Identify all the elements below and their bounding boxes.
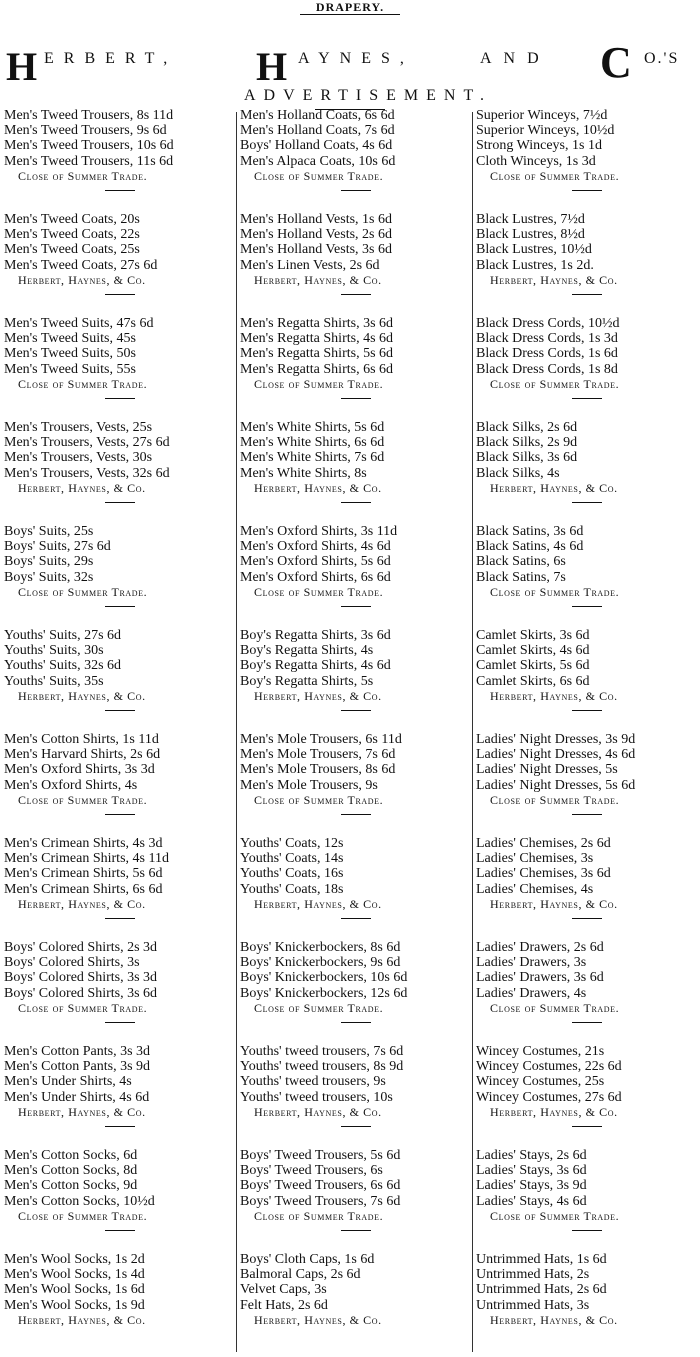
price-line: Men's Oxford Shirts, 6s 6d [240, 569, 391, 585]
price-line: Ladies' Stays, 4s 6d [476, 1193, 587, 1209]
price-line: Boys' Knickerbockers, 9s 6d [240, 955, 401, 971]
title-initial-h1: H [6, 44, 38, 89]
block-footer: Close of Summer Trade. [254, 584, 384, 599]
block-separator [341, 190, 371, 191]
advertisement-header [0, 0, 700, 110]
price-block [4, 940, 236, 1044]
block-footer: Close of Summer Trade. [18, 1000, 148, 1015]
price-line: Black Satins, 4s 6d [476, 539, 584, 555]
price-line: Black Silks, 2s 6d [476, 420, 578, 435]
price-line: Men's Cotton Socks, 8d [4, 1163, 138, 1179]
price-line: Youths' tweed trousers, 8s 9d [240, 1059, 404, 1075]
price-block [4, 836, 236, 940]
price-block [476, 316, 698, 420]
price-line: Men's Cotton Socks, 9d [4, 1178, 138, 1194]
block-footer: Herbert, Haynes, & Co. [18, 1104, 146, 1119]
price-block [240, 940, 472, 1044]
title-word-herbert: ERBERT, [44, 50, 178, 67]
block-separator [572, 710, 602, 711]
price-line: Ladies' Drawers, 2s 6d [476, 940, 604, 955]
price-line: Wincey Costumes, 22s 6d [476, 1059, 622, 1075]
block-separator [572, 814, 602, 815]
price-block [4, 212, 236, 316]
block-footer: Close of Summer Trade. [490, 1208, 620, 1223]
block-footer: Herbert, Haynes, & Co. [490, 1104, 618, 1119]
block-separator [341, 502, 371, 503]
price-block [476, 1252, 698, 1356]
price-line: Men's Mole Trousers, 7s 6d [240, 747, 396, 763]
price-line: Men's Crimean Shirts, 4s 11d [4, 851, 169, 867]
price-line: Men's Trousers, Vests, 27s 6d [4, 435, 170, 451]
price-line: Men's Mole Trousers, 8s 6d [240, 762, 396, 778]
price-line: Youths' tweed trousers, 9s [240, 1074, 386, 1090]
price-line: Ladies' Chemises, 3s 6d [476, 866, 611, 882]
price-line: Boys' Knickerbockers, 12s 6d [240, 985, 408, 1001]
price-line: Men's Oxford Shirts, 4s [4, 777, 138, 793]
price-line: Ladies' Chemises, 2s 6d [476, 836, 611, 851]
price-line: Men's Tweed Trousers, 9s 6d [4, 123, 167, 139]
block-footer: Herbert, Haynes, & Co. [18, 896, 146, 911]
price-block [4, 1252, 236, 1356]
price-line: Ladies' Night Dresses, 4s 6d [476, 747, 636, 763]
price-line: Youths' Suits, 27s 6d [4, 628, 122, 643]
price-line: Men's Tweed Coats, 27s 6d [4, 257, 158, 273]
block-separator [341, 814, 371, 815]
price-line: Men's Oxford Shirts, 3s 3d [4, 762, 155, 778]
price-line: Men's Oxford Shirts, 3s 11d [240, 524, 398, 539]
block-separator [105, 1230, 135, 1231]
price-line: Boys' Suits, 29s [4, 554, 94, 570]
price-line: Wincey Costumes, 21s [476, 1044, 605, 1059]
price-line: Men's Tweed Suits, 55s [4, 361, 136, 377]
price-line: Boy's Regatta Shirts, 5s [240, 673, 374, 689]
block-separator [105, 398, 135, 399]
price-block [4, 1044, 236, 1148]
price-line: Black Dress Cords, 10½d [476, 316, 620, 331]
price-line: Boys' Tweed Trousers, 5s 6d [240, 1148, 401, 1163]
price-line: Black Dress Cords, 1s 8d [476, 361, 618, 377]
price-line: Men's Alpaca Coats, 10s 6d [240, 153, 396, 169]
price-line: Men's Holland Vests, 1s 6d [240, 212, 392, 227]
price-block [476, 1044, 698, 1148]
block-separator [105, 710, 135, 711]
title-word-haynes: AYNES, [298, 50, 414, 67]
price-line: Untrimmed Hats, 3s [476, 1297, 590, 1313]
price-block [4, 524, 236, 628]
price-block [240, 316, 472, 420]
price-line: Cloth Winceys, 1s 3d [476, 153, 596, 169]
price-block [4, 108, 236, 212]
price-line: Boys' Cloth Caps, 1s 6d [240, 1252, 375, 1267]
price-line: Men's Regatta Shirts, 5s 6d [240, 346, 394, 362]
block-footer: Herbert, Haynes, & Co. [254, 1104, 382, 1119]
title-word-co: O.'S [644, 50, 680, 67]
price-line: Camlet Skirts, 6s 6d [476, 673, 590, 689]
block-separator [572, 190, 602, 191]
block-footer: Herbert, Haynes, & Co. [18, 1312, 146, 1327]
column-divider [472, 112, 473, 1352]
price-line: Men's Harvard Shirts, 2s 6d [4, 747, 161, 763]
block-separator [572, 1126, 602, 1127]
block-footer: Close of Summer Trade. [254, 792, 384, 807]
price-line: Men's Tweed Trousers, 10s 6d [4, 138, 174, 154]
price-line: Black Lustres, 7½d [476, 212, 585, 227]
price-block [476, 108, 698, 212]
block-separator [105, 294, 135, 295]
block-footer: Close of Summer Trade. [18, 168, 148, 183]
block-footer: Close of Summer Trade. [18, 376, 148, 391]
section-title: DRAPERY. [300, 0, 400, 15]
price-line: Men's Tweed Trousers, 11s 6d [4, 153, 174, 169]
price-line: Men's Oxford Shirts, 4s 6d [240, 539, 391, 555]
price-line: Boys' Tweed Trousers, 6s [240, 1163, 383, 1179]
block-footer: Close of Summer Trade. [254, 376, 384, 391]
block-separator [105, 1022, 135, 1023]
price-line: Wincey Costumes, 27s 6d [476, 1089, 622, 1105]
block-footer: Herbert, Haynes, & Co. [254, 1312, 382, 1327]
price-line: Men's Cotton Socks, 10½d [4, 1193, 155, 1209]
price-block [4, 628, 236, 732]
price-line: Men's Under Shirts, 4s [4, 1074, 132, 1090]
price-line: Men's White Shirts, 6s 6d [240, 435, 385, 451]
price-line: Superior Winceys, 10½d [476, 123, 615, 139]
price-block [4, 420, 236, 524]
price-line: Boys' Tweed Trousers, 7s 6d [240, 1193, 401, 1209]
price-line: Youths' Coats, 12s [240, 836, 344, 851]
price-block [240, 420, 472, 524]
price-line: Men's Mole Trousers, 9s [240, 777, 378, 793]
block-separator [572, 502, 602, 503]
price-line: Boy's Regatta Shirts, 4s [240, 643, 374, 659]
block-separator [341, 1230, 371, 1231]
block-separator [105, 190, 135, 191]
price-line: Boy's Regatta Shirts, 3s 6d [240, 628, 391, 643]
price-block [476, 940, 698, 1044]
price-line: Men's Holland Coats, 7s 6d [240, 123, 395, 139]
title-initial-h2: H [256, 44, 288, 89]
price-line: Men's Linen Vests, 2s 6d [240, 257, 380, 273]
price-line: Ladies' Night Dresses, 5s 6d [476, 777, 636, 793]
price-line: Superior Winceys, 7½d [476, 108, 608, 123]
price-line: Black Dress Cords, 1s 6d [476, 346, 618, 362]
price-line: Youths' Coats, 14s [240, 851, 344, 867]
block-separator [572, 918, 602, 919]
block-footer: Close of Summer Trade. [254, 168, 384, 183]
price-block [476, 1148, 698, 1252]
price-line: Untrimmed Hats, 2s [476, 1267, 590, 1283]
price-line: Ladies' Drawers, 3s [476, 955, 587, 971]
block-footer: Close of Summer Trade. [490, 376, 620, 391]
price-columns [0, 108, 700, 1357]
price-line: Men's Wool Socks, 1s 9d [4, 1297, 145, 1313]
price-block [476, 420, 698, 524]
block-footer: Herbert, Haynes, & Co. [490, 688, 618, 703]
block-separator [341, 918, 371, 919]
block-separator [341, 294, 371, 295]
price-line: Boys' Colored Shirts, 3s 6d [4, 985, 158, 1001]
price-line: Boys' Colored Shirts, 2s 3d [4, 940, 158, 955]
price-line: Ladies' Drawers, 3s 6d [476, 970, 604, 986]
price-line: Black Satins, 3s 6d [476, 524, 584, 539]
block-footer: Close of Summer Trade. [490, 584, 620, 599]
block-footer: Close of Summer Trade. [18, 584, 148, 599]
price-line: Boys' Knickerbockers, 8s 6d [240, 940, 401, 955]
price-line: Men's Wool Socks, 1s 6d [4, 1282, 145, 1298]
price-line: Ladies' Drawers, 4s [476, 985, 587, 1001]
price-line: Men's Mole Trousers, 6s 11d [240, 732, 402, 747]
price-line: Boys' Suits, 27s 6d [4, 539, 111, 555]
price-line: Youths' Coats, 16s [240, 866, 344, 882]
price-block [240, 108, 472, 212]
price-line: Camlet Skirts, 3s 6d [476, 628, 590, 643]
block-separator [572, 606, 602, 607]
price-line: Ladies' Night Dresses, 5s [476, 762, 618, 778]
price-line: Men's Trousers, Vests, 30s [4, 450, 153, 466]
price-line: Youths' Suits, 35s [4, 673, 104, 689]
price-line: Men's Tweed Trousers, 8s 11d [4, 108, 174, 123]
block-footer: Close of Summer Trade. [490, 168, 620, 183]
price-line: Black Satins, 7s [476, 569, 566, 585]
price-line: Men's Wool Socks, 1s 4d [4, 1267, 145, 1283]
price-line: Boys' Knickerbockers, 10s 6d [240, 970, 408, 986]
price-line: Youths' Suits, 32s 6d [4, 658, 122, 674]
price-line: Ladies' Stays, 2s 6d [476, 1148, 587, 1163]
block-footer: Close of Summer Trade. [18, 1208, 148, 1223]
price-block [476, 732, 698, 836]
price-line: Men's Tweed Coats, 20s [4, 212, 140, 227]
price-line: Black Lustres, 10½d [476, 242, 592, 258]
price-line: Men's Tweed Suits, 47s 6d [4, 316, 154, 331]
block-footer: Herbert, Haynes, & Co. [18, 272, 146, 287]
price-column [240, 108, 472, 1357]
block-separator [341, 1126, 371, 1127]
price-line: Boys' Suits, 32s [4, 569, 94, 585]
price-block [240, 1148, 472, 1252]
block-separator [105, 814, 135, 815]
price-line: Men's Regatta Shirts, 3s 6d [240, 316, 394, 331]
price-line: Youths' tweed trousers, 10s [240, 1089, 393, 1105]
column-divider [236, 112, 237, 1352]
price-line: Youths' Coats, 18s [240, 881, 344, 897]
price-line: Boys' Colored Shirts, 3s 3d [4, 970, 158, 986]
price-line: Ladies' Chemises, 3s [476, 851, 594, 867]
price-line: Men's Trousers, Vests, 32s 6d [4, 465, 170, 481]
price-block [240, 212, 472, 316]
price-line: Untrimmed Hats, 1s 6d [476, 1252, 607, 1267]
price-line: Youths' Suits, 30s [4, 643, 104, 659]
block-separator [572, 398, 602, 399]
price-line: Men's Tweed Suits, 50s [4, 346, 136, 362]
price-column [4, 108, 236, 1357]
price-block [240, 836, 472, 940]
price-line: Men's White Shirts, 7s 6d [240, 450, 385, 466]
price-line: Black Dress Cords, 1s 3d [476, 331, 618, 347]
block-separator [341, 398, 371, 399]
price-line: Men's Cotton Socks, 6d [4, 1148, 138, 1163]
block-separator [105, 1126, 135, 1127]
price-line: Men's Cotton Pants, 3s 9d [4, 1059, 151, 1075]
price-line: Men's Holland Coats, 6s 6d [240, 108, 395, 123]
price-line: Camlet Skirts, 4s 6d [476, 643, 590, 659]
price-line: Boys' Colored Shirts, 3s [4, 955, 140, 971]
price-line: Black Lustres, 8½d [476, 227, 585, 243]
price-line: Boys' Suits, 25s [4, 524, 94, 539]
price-line: Boy's Regatta Shirts, 4s 6d [240, 658, 391, 674]
price-block [4, 316, 236, 420]
price-line: Untrimmed Hats, 2s 6d [476, 1282, 607, 1298]
price-line: Boys' Tweed Trousers, 6s 6d [240, 1178, 401, 1194]
price-line: Men's Crimean Shirts, 4s 3d [4, 836, 163, 851]
price-block [4, 1148, 236, 1252]
price-line: Men's White Shirts, 8s [240, 465, 367, 481]
price-line: Men's Holland Vests, 2s 6d [240, 227, 392, 243]
price-block [240, 628, 472, 732]
block-footer: Close of Summer Trade. [254, 1000, 384, 1015]
price-block [240, 524, 472, 628]
price-line: Men's Wool Socks, 1s 2d [4, 1252, 145, 1267]
block-separator [572, 1230, 602, 1231]
price-line: Men's Tweed Coats, 25s [4, 242, 140, 258]
block-separator [341, 710, 371, 711]
block-footer: Herbert, Haynes, & Co. [490, 1312, 618, 1327]
price-line: Men's Holland Vests, 3s 6d [240, 242, 392, 258]
price-line: Youths' tweed trousers, 7s 6d [240, 1044, 404, 1059]
page-subtitle: ADVERTISEMENT. [243, 87, 493, 104]
price-line: Velvet Caps, 3s [240, 1282, 327, 1298]
price-line: Ladies' Night Dresses, 3s 9d [476, 732, 636, 747]
price-line: Strong Winceys, 1s 1d [476, 138, 602, 154]
price-line: Men's Regatta Shirts, 6s 6d [240, 361, 394, 377]
price-line: Balmoral Caps, 2s 6d [240, 1267, 361, 1283]
price-block [476, 628, 698, 732]
block-footer: Herbert, Haynes, & Co. [254, 688, 382, 703]
block-footer: Herbert, Haynes, & Co. [254, 896, 382, 911]
block-separator [341, 606, 371, 607]
block-footer: Herbert, Haynes, & Co. [18, 480, 146, 495]
block-footer: Herbert, Haynes, & Co. [490, 480, 618, 495]
price-line: Black Lustres, 1s 2d. [476, 257, 594, 273]
price-line: Men's Crimean Shirts, 6s 6d [4, 881, 163, 897]
block-footer: Close of Summer Trade. [490, 792, 620, 807]
block-footer: Herbert, Haynes, & Co. [18, 688, 146, 703]
block-footer: Close of Summer Trade. [490, 1000, 620, 1015]
price-line: Wincey Costumes, 25s [476, 1074, 605, 1090]
price-column [476, 108, 698, 1357]
price-block [476, 836, 698, 940]
price-line: Men's Trousers, Vests, 25s [4, 420, 153, 435]
price-line: Men's Regatta Shirts, 4s 6d [240, 331, 394, 347]
price-line: Men's White Shirts, 5s 6d [240, 420, 385, 435]
block-separator [572, 1022, 602, 1023]
price-line: Camlet Skirts, 5s 6d [476, 658, 590, 674]
price-line: Men's Crimean Shirts, 5s 6d [4, 866, 163, 882]
price-line: Men's Cotton Pants, 3s 3d [4, 1044, 151, 1059]
price-block [476, 212, 698, 316]
price-line: Men's Under Shirts, 4s 6d [4, 1089, 150, 1105]
block-separator [105, 606, 135, 607]
price-block [240, 732, 472, 836]
price-line: Black Silks, 4s [476, 465, 560, 481]
price-line: Black Silks, 2s 9d [476, 435, 578, 451]
price-line: Ladies' Stays, 3s 9d [476, 1178, 587, 1194]
price-block [4, 732, 236, 836]
price-block [476, 524, 698, 628]
price-line: Men's Tweed Suits, 45s [4, 331, 136, 347]
price-line: Boys' Holland Coats, 4s 6d [240, 138, 393, 154]
price-line: Ladies' Chemises, 4s [476, 881, 594, 897]
price-line: Men's Cotton Shirts, 1s 11d [4, 732, 159, 747]
price-line: Black Silks, 3s 6d [476, 450, 578, 466]
block-separator [105, 502, 135, 503]
block-footer: Herbert, Haynes, & Co. [490, 896, 618, 911]
block-separator [105, 918, 135, 919]
block-footer: Close of Summer Trade. [254, 1208, 384, 1223]
price-line: Men's Oxford Shirts, 5s 6d [240, 554, 391, 570]
block-footer: Herbert, Haynes, & Co. [254, 272, 382, 287]
block-footer: Herbert, Haynes, & Co. [254, 480, 382, 495]
price-block [240, 1044, 472, 1148]
block-footer: Close of Summer Trade. [18, 792, 148, 807]
title-initial-c: C [600, 38, 632, 87]
block-separator [572, 294, 602, 295]
title-word-and: AND [480, 50, 551, 67]
price-line: Men's Tweed Coats, 22s [4, 227, 140, 243]
price-line: Felt Hats, 2s 6d [240, 1297, 328, 1313]
price-line: Ladies' Stays, 3s 6d [476, 1163, 587, 1179]
price-block [240, 1252, 472, 1356]
block-separator [341, 1022, 371, 1023]
page-title [0, 29, 700, 89]
block-footer: Herbert, Haynes, & Co. [490, 272, 618, 287]
price-line: Black Satins, 6s [476, 554, 566, 570]
